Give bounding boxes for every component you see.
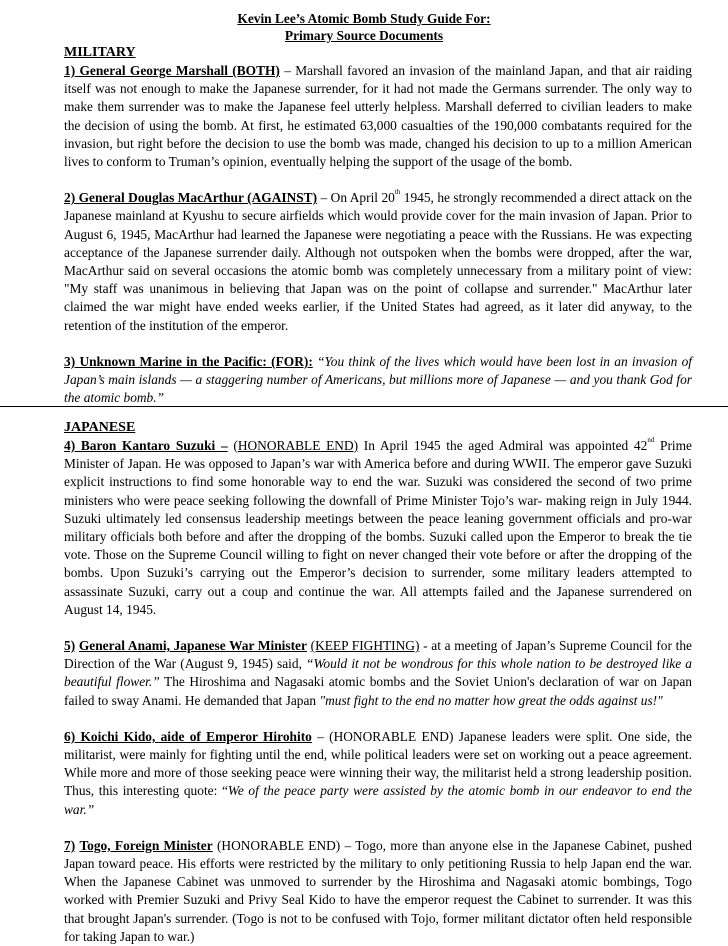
japanese-heading: JAPANESE [64, 420, 136, 435]
entry-name: General Anami, Japanese War Minister [78, 638, 307, 654]
entry-number: 4) [64, 438, 81, 453]
entry-suzuki: 4) Baron Kantaro Suzuki – (HONORABLE END) In April 1945 the aged Admiral was appointed 42nd Prime Minister of Japan. He was opposed to Japan’s war with America before and during WWII. The emperor gave Suzuki explicit instructions to find some honorable way to end the war. Suzuki was considered the second of two prime ministers who were peace seeking following the downfall of Prime Minister Tojo’s war- making reign in July 1944. Suzuki ultimately led consensus leadership meetings between the peace leaning government officials and pro-war military officials both before and after the dropping of the bombs. Suzuki called upon the Emperor to break the tie vote. Those on the Supreme Council willing to fight on never changed their vote before or after the dropping of the bombs. Upon Suzuki’s carrying out the Emperor’s decision to surrender, some military leaders attempted to assassinate Suzuki, carry out a coup and continue the war. All attempts failed and the Japanese surrendered on August 14, 1945. [64, 436, 692, 617]
entry-macarthur [64, 189, 692, 335]
entry-text: (HONORABLE END) – Togo, more than anyone else in the Japanese Cabinet, pushed Japan toward peace. His efforts were restricted by the military to only petitioning Russia to help Japan end the war. When the Japanese Cabinet was unmoved to surrender by the Hiroshima and Nagasaki atomic bombings, Togo worked with Premier Suzuki and Privy Seal Kido to have the emperor request the Cabinet to surrender. It was this that brought Japan's surrender. (Togo is not to be confused with Tojo, former militant dictator often held responsible for taking Japan to war.) [64, 837, 692, 944]
entry-number: 3) [64, 353, 80, 369]
entry-name: Unknown Marine in the Pacific: (FOR): [79, 353, 313, 369]
entry-name: Togo, Foreign Minister [79, 837, 213, 853]
entry-text: In April 1945 the aged Admiral was appointed 42 [358, 438, 648, 453]
entry-marshall [64, 62, 692, 171]
entry-number: 5) [64, 638, 76, 654]
entry-text: – Marshall favored an invasion of the mainland Japan, and that air raiding itself was not enough to make the Japanese surrender, for it had not made the Germans surrender. The only way to make them surrender was to make the Japanese feel utterly helpless. Marshall deferred to civilian leaders to make the decision of using the bomb. At first, he estimated 63,000 casualties of the 190,000 combatants required for the invasion, but right before the decision to use the bomb was made, changed his decision to up to a million American lives to conform to Truman’s opinion, eventually helping the support of the usage of the bomb. [64, 63, 692, 170]
entry-quote: We of the peace party were assisted by the atomic bomb in our endeavor to end the war.” [64, 783, 692, 817]
entry-text-cont: Prime Minister of Japan. He was opposed to Japan’s war with America before and during WWII. The emperor gave Suzuki explicit instructions to find some honorable way to end the war. Suzuki was considered the second of two prime ministers who were peace seeking following the downfall of Prime Minister Tojo’s war- making reign in July 1944. Suzuki ultimately led consensus leadership meetings between the peace leaning government officials and pro-war military officials both before and after the dropping of the bombs. Suzuki called upon the Emperor to break the tie vote. Those on the Supreme Council willing to fight on never changed their vote before or after the dropping of the bombs. Upon Suzuki’s carrying out the Emperor’s decision to surrender, some military leaders attempted to assassinate Suzuki, carry out a coup and continue the war. All attempts failed and the Japanese surrendered on August 14, 1945. [64, 438, 692, 617]
entry-text: - at a meeting of Japan’s Supreme Council for the Direction of the War (August 9, 1945) said, [64, 638, 692, 672]
entry-stance: HONORABLE END) [237, 438, 359, 453]
entry-text: – (HONORABLE END) Japanese leaders were split. One side, the militarist, were mainly for fighting until the end, while political leaders were set on working out a peace agreement. While more and more of those seeking peace were winning their way, the militarist held a strong leadership position. Thus, this interesting quote: “ [64, 728, 692, 799]
japanese-section [64, 419, 692, 946]
entry-stance: (KEEP FIGHTING) [310, 638, 420, 654]
entry-number: 6) [64, 728, 81, 744]
entry-name: General George Marshall (BOTH) [79, 63, 280, 78]
entry-anami [64, 637, 692, 710]
entry-name: General Douglas MacArthur (AGAINST) [78, 190, 318, 206]
entry-quote-2: "must fight to the end no matter how great the odds against us!" [319, 692, 663, 708]
military-heading: MILITARY [64, 45, 136, 60]
entry-text: – On April 20 [317, 190, 395, 206]
entry-text-cont: The Hiroshima and Nagasaki atomic bombs and the Soviet Union's declaration of war on Japan failed to sway Anami. He demanded that Japan [64, 674, 692, 708]
entry-kido [64, 728, 692, 819]
entry-name: Baron Kantaro Suzuki – [80, 438, 228, 453]
entry-number: 7) [64, 837, 76, 853]
entry-text-cont: 1945, he strongly recommended a direct attack on the Japanese mainland at Kyushu to secure airfields which would provide cover for the main invasion of Japan. Prior to August 6, 1945, MacArthur had learned the Japanese were negotiating a peace with the Russians. He was expecting acceptance of the Japanese surrender daily. Although not outspoken when the bombs were dropped, after the war, MacArthur said on several occasions the atomic bomb was completely unnecessary from a military point of view: "My staff was unanimous in believing that Japan was on the point of collapse and surrender." MacArthur later claimed the war might have ended weeks earlier, if the United States had agreed, as it later did anyway, to the retention of the institution of the emperor. [64, 190, 692, 333]
military-section [64, 44, 692, 407]
entry-marine [64, 353, 692, 408]
ordinal-suffix: nd [647, 436, 655, 444]
entry-quote: “Would it not be wondrous for this whole nation to be destroyed like a beautiful flower.” [64, 656, 693, 690]
section-divider [0, 406, 728, 407]
entry-togo [64, 837, 692, 946]
entry-name: Koichi Kido, aide of Emperor Hirohito [80, 728, 312, 744]
document-title: Kevin Lee’s Atomic Bomb Study Guide For: [237, 11, 491, 26]
ordinal-suffix: th [394, 188, 401, 197]
entry-number: 2) [64, 190, 79, 206]
document-subtitle: Primary Source Documents [284, 28, 444, 43]
entry-number: 1) [64, 63, 80, 78]
entry-quote: “You think of the lives which would have been lost in an invasion of Japan’s main islands — a staggering number of Americans, but millions more of Japanese — and you thank God for the atomic bomb.” [64, 353, 692, 406]
